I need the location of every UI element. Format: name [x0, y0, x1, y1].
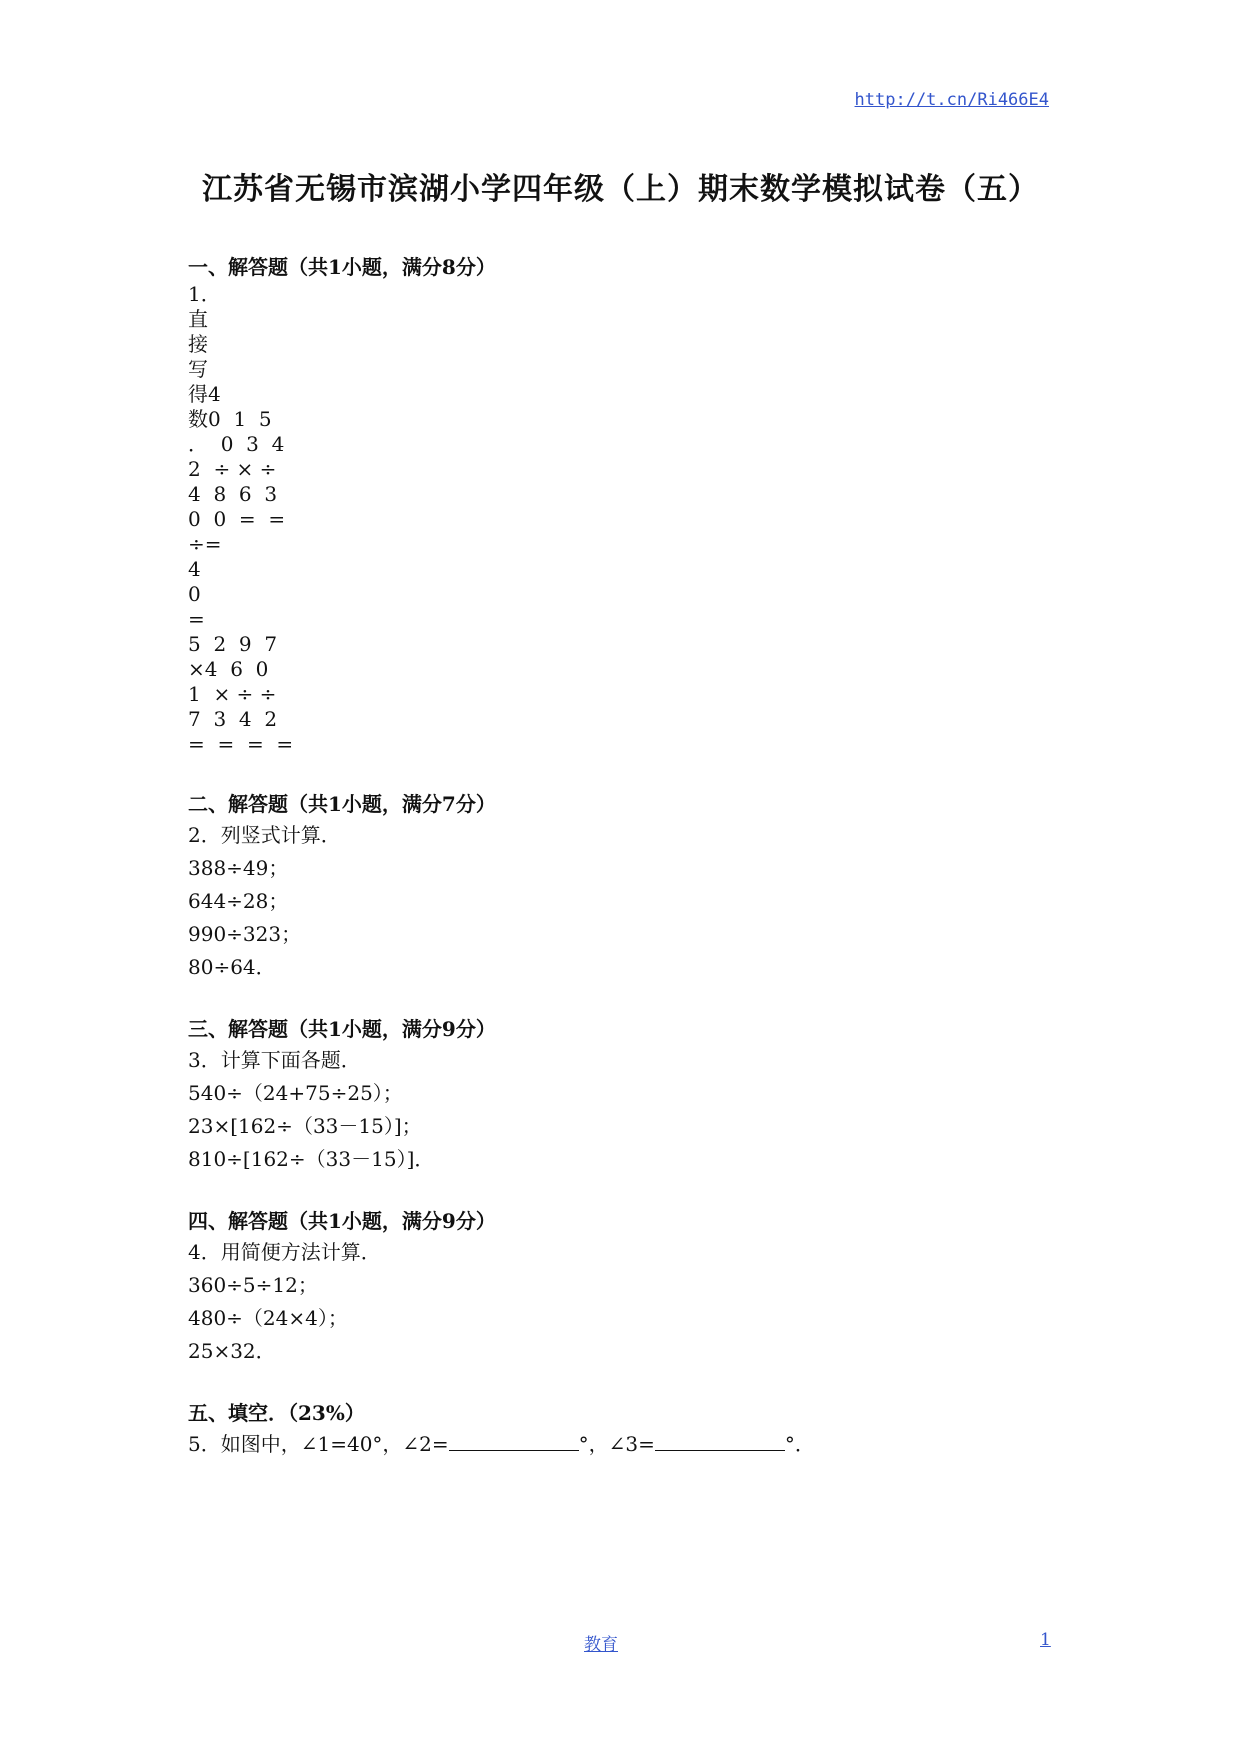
grid-line: 5 2 9 7	[188, 632, 278, 656]
question-line: 3．计算下面各题．	[188, 1048, 361, 1072]
section-3-heading: 三、解答题（共1小题，满分9分）	[188, 1017, 496, 1041]
section-5-heading: 五、填空．（23%）	[188, 1401, 365, 1425]
grid-line: 数0 1 5	[188, 407, 272, 431]
q5-text-2: °，∠3=	[578, 1432, 655, 1456]
grid-line: 0 0 = =	[188, 507, 286, 531]
section-2	[188, 789, 1068, 984]
grid-line: =	[188, 607, 205, 631]
header-url-link[interactable]: http://t.cn/Ri466E4	[854, 90, 1049, 110]
question-line: 990÷323；	[188, 922, 302, 946]
fill-blank-question	[188, 1428, 1068, 1461]
section-5	[188, 1398, 1068, 1461]
exam-content	[188, 252, 1068, 1491]
grid-line: 7 3 4 2	[188, 707, 278, 731]
grid-line: 接	[188, 332, 208, 356]
grid-line: ÷=	[188, 532, 222, 556]
grid-line: 写	[188, 357, 208, 381]
question-line: 644÷28；	[188, 889, 289, 913]
grid-line: 直	[188, 307, 208, 331]
q5-text-1: 5．如图中，∠1=40°，∠2=	[188, 1432, 449, 1456]
grid-line: ． 0 3 4	[188, 432, 285, 456]
page-number-link[interactable]: 1	[1040, 1630, 1051, 1650]
section-1-grid	[188, 282, 1068, 757]
section-3	[188, 1014, 1068, 1176]
footer-link[interactable]: 教育	[584, 1635, 618, 1655]
question-line: 25×32．	[188, 1339, 276, 1363]
page-title: 江苏省无锡市滨湖小学四年级（上）期末数学模拟试卷（五）	[202, 172, 1039, 207]
q5-text-3: °．	[784, 1432, 815, 1456]
section-4-heading: 四、解答题（共1小题，满分9分）	[188, 1209, 496, 1233]
grid-line: 4 8 6 3	[188, 482, 278, 506]
grid-line: = = = =	[188, 732, 294, 756]
grid-line: 1．	[188, 282, 221, 306]
grid-line: 4	[188, 557, 201, 581]
section-1	[188, 252, 1068, 757]
answer-blank-angle-3[interactable]	[655, 1430, 785, 1451]
grid-line: 1 × ÷ ÷	[188, 682, 277, 706]
question-line: 810÷[162÷（33－15）]．	[188, 1147, 435, 1171]
question-line: 480÷（24×4）；	[188, 1306, 348, 1330]
grid-line: ×4 6 0	[188, 657, 269, 681]
section-1-heading: 一、解答题（共1小题，满分8分）	[188, 255, 496, 279]
question-line: 23×[162÷（33－15）]；	[188, 1114, 422, 1138]
question-line: 388÷49；	[188, 856, 289, 880]
section-4	[188, 1206, 1068, 1368]
question-line: 4．用简便方法计算．	[188, 1240, 381, 1264]
grid-line: 0	[188, 582, 201, 606]
question-line: 360÷5÷12；	[188, 1273, 318, 1297]
grid-line: 2 ÷ × ÷	[188, 457, 277, 481]
answer-blank-angle-2[interactable]	[449, 1430, 579, 1451]
question-line: 2．列竖式计算．	[188, 823, 341, 847]
section-2-heading: 二、解答题（共1小题，满分7分）	[188, 792, 496, 816]
grid-line: 得4	[188, 382, 221, 406]
question-line: 540÷（24+75÷25）；	[188, 1081, 403, 1105]
question-line: 80÷64．	[188, 955, 276, 979]
